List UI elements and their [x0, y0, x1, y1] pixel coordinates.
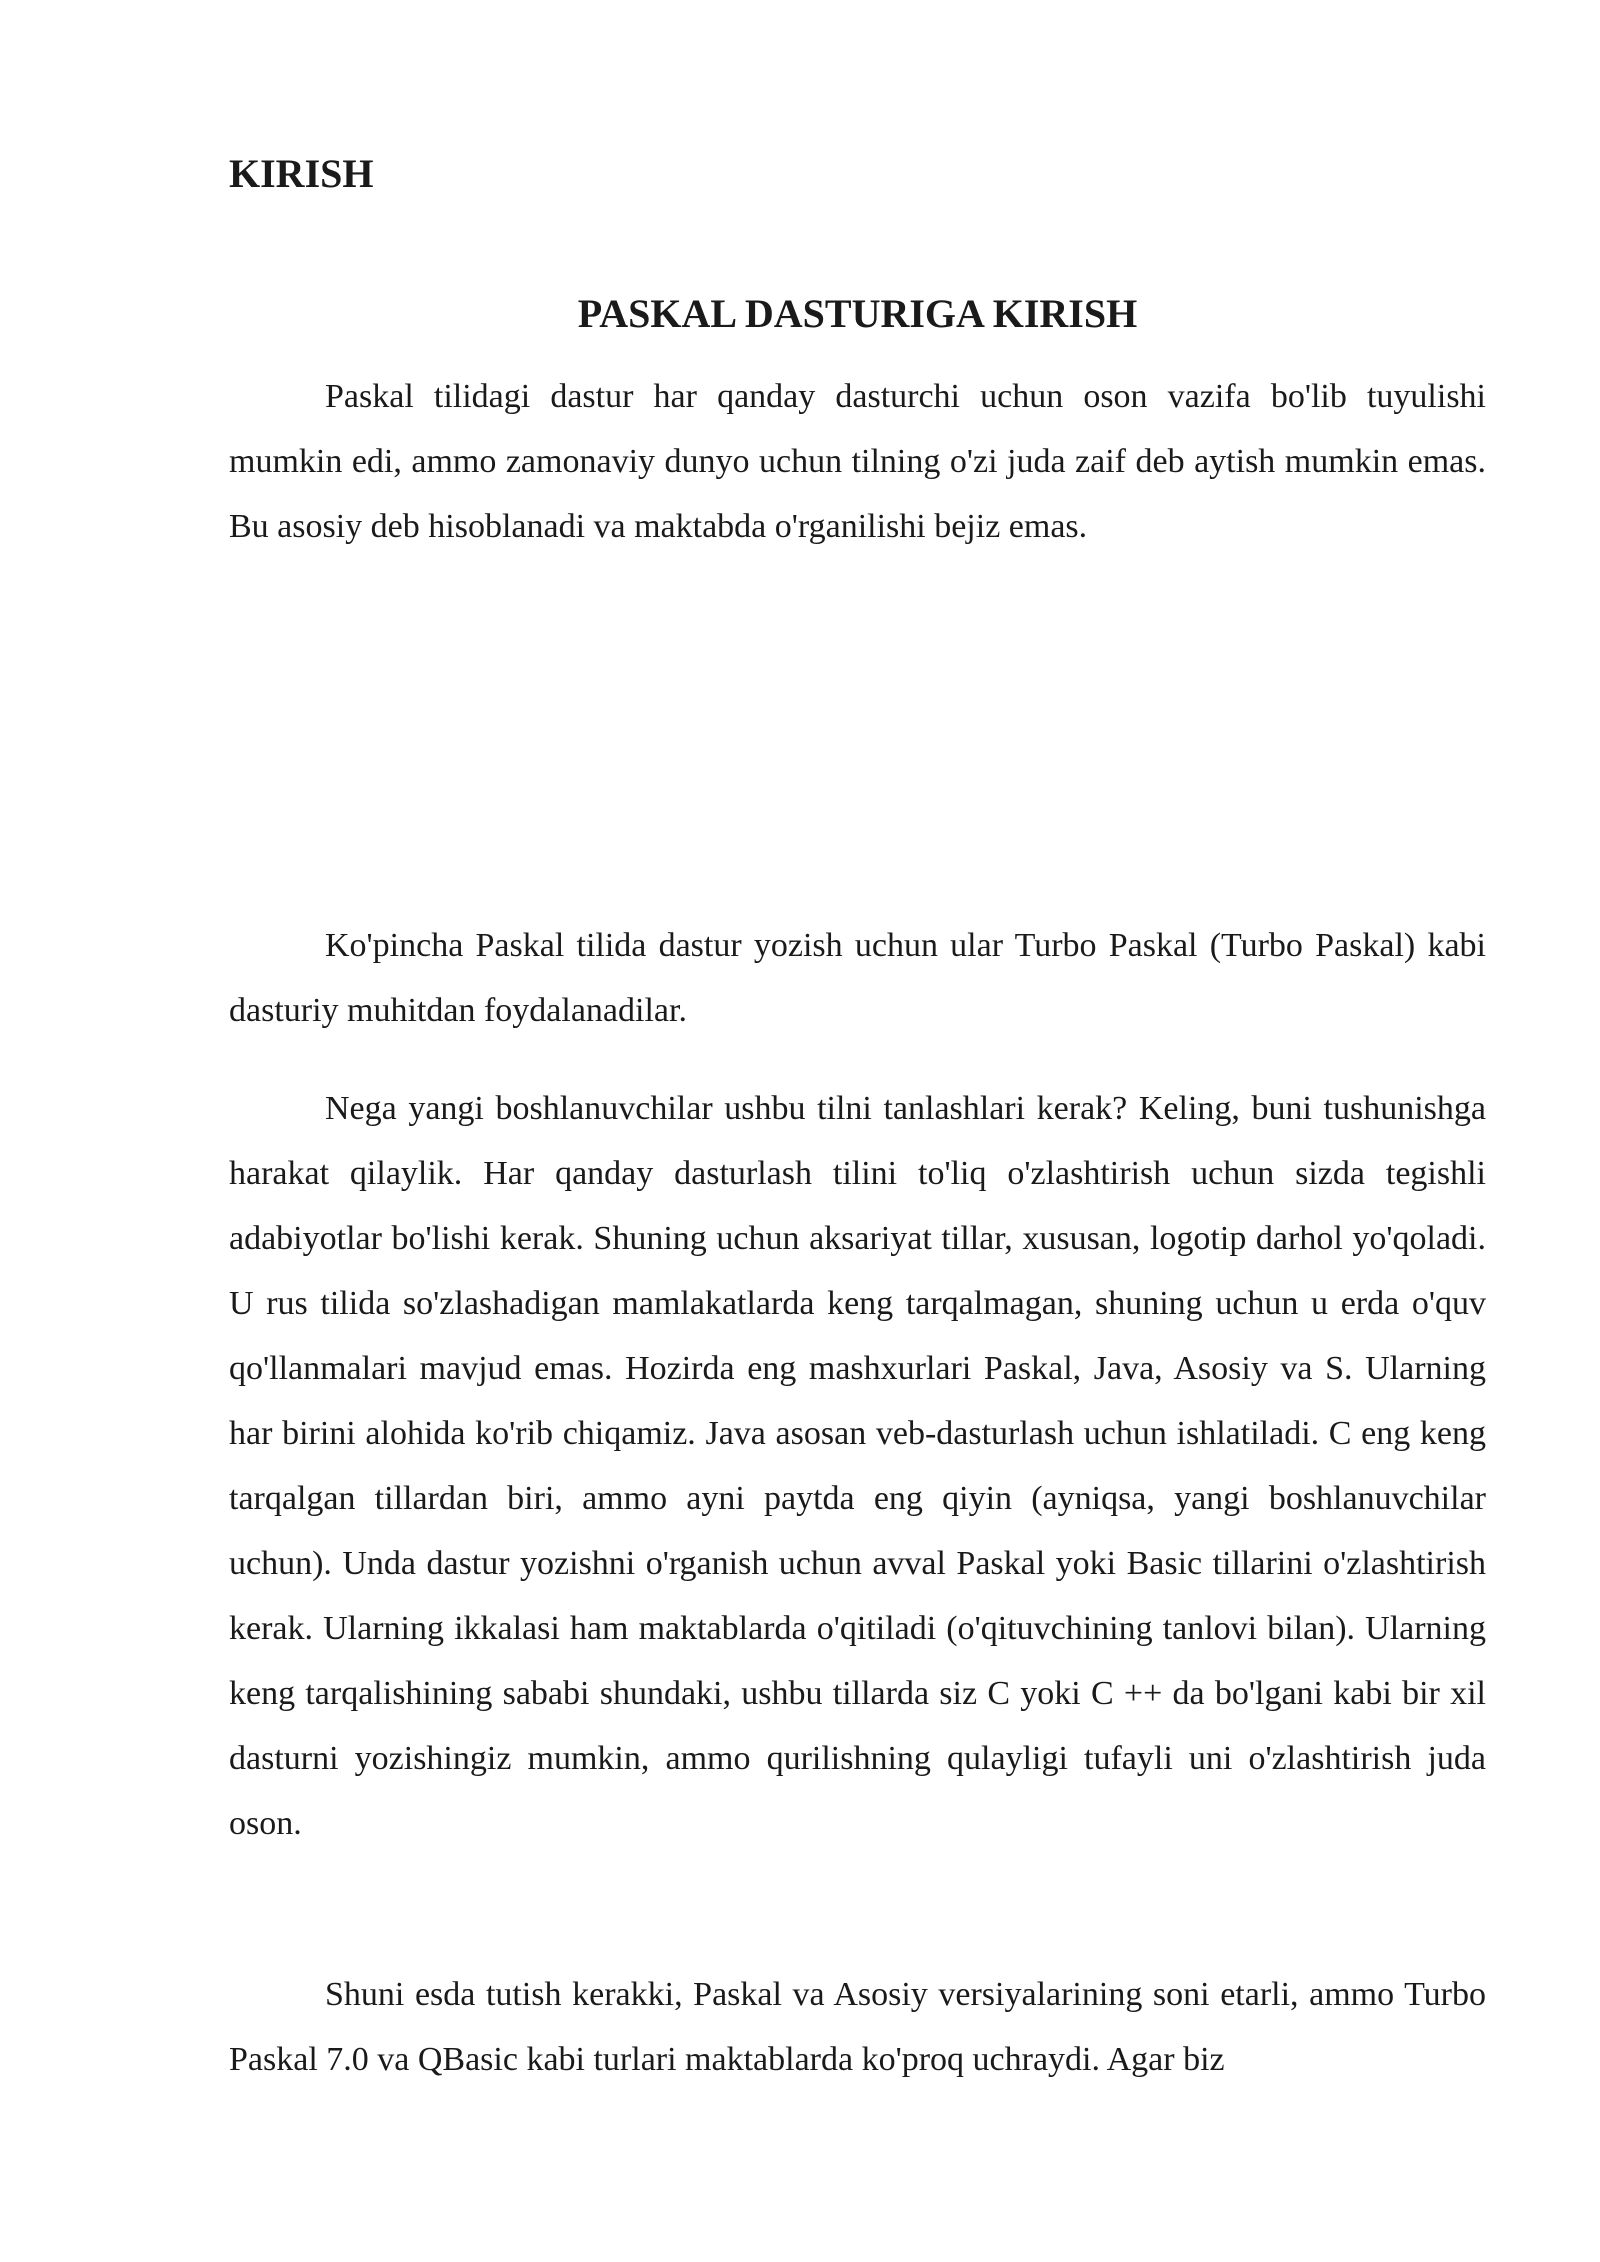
paragraph-intro: Paskal tilidagi dastur har qanday dasturchi uchun oson vazifa bo'lib tuyulishi mumkin edi, ammo zamonaviy dunyo uchun tilning o'zi juda zaif deb aytish mumkin emas. Bu asosiy deb hisoblanadi va maktabda o'rganilishi bejiz emas. — [229, 378, 1486, 545]
section-heading: KIRISH — [229, 151, 374, 196]
paragraph-versions: Shuni esda tutish kerakki, Paskal va Asosiy versiyalarining soni etarli, ammo Turbo Paskal 7.0 va QBasic kabi turlari maktablarda ko'proq uchraydi. Agar biz — [229, 1976, 1486, 2078]
paragraph-turbo-paskal: Ko'pincha Paskal tilida dastur yozish uchun ular Turbo Paskal (Turbo Paskal) kabi dasturiy muhitdan foydalanadilar. — [229, 927, 1486, 1029]
paragraph-why-beginners: Nega yangi boshlanuvchilar ushbu tilni tanlashlari kerak? Keling, buni tushunishga harakat qilaylik. Har qanday dasturlash tilini to'liq o'zlashtirish uchun sizda tegishli adabiyotlar bo'lishi kerak. Shuning uchun aksariyat tillar, xususan, logotip darhol yo'qoladi. U rus tilida so'zlashadigan mamlakatlarda keng tarqalmagan, shuning uchun u erda o'quv qo'llanmalari mavjud emas. Hozirda eng mashxurlari Paskal, Java, Asosiy va S. Ularning har birini alohida ko'rib chiqamiz. Java asosan veb-dasturlash uchun ishlatiladi. C eng keng tarqalgan tillardan biri, ammo ayni paytda eng qiyin (ayniqsa, yangi boshlanuvchilar uchun). Unda dastur yozishni o'rganish uchun avval Paskal yoki Basic tillarini o'zlashtirish kerak. Ularning ikkalasi ham maktablarda o'qitiladi (o'qituvchining tanlovi bilan). Ularning keng tarqalishining sababi shundaki, ushbu tillarda siz C yoki C ++ da bo'lgani kabi bir xil dasturni yozishingiz mumkin, ammo qurilishning qulayligi tufayli uni o'zlashtirish juda oson. — [229, 1090, 1486, 1842]
page-title: PASKAL DASTURIGA KIRISH — [577, 291, 1138, 336]
